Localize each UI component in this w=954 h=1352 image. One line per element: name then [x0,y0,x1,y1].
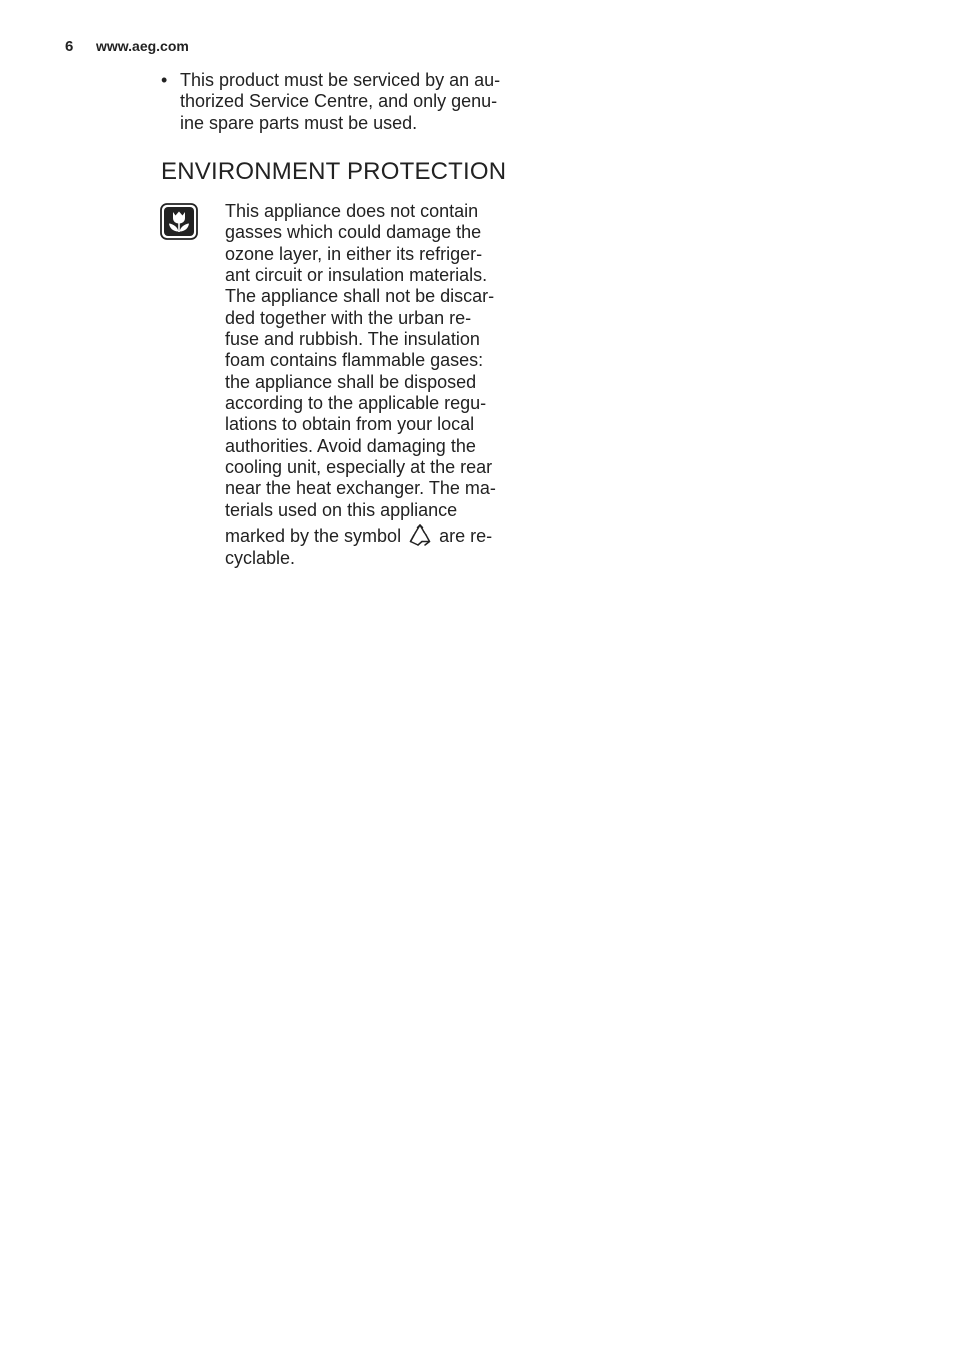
environment-line: cooling unit, especially at the rear [225,457,493,478]
symbol-line-after: are re- [439,526,493,547]
environment-line: near the heat exchanger. The ma- [225,478,496,499]
environment-line: ant circuit or insulation materials. [225,265,488,286]
service-bullet-text [180,70,500,134]
environment-line: The appliance shall not be discar- [225,286,495,307]
environment-line: gasses which could damage the [225,222,482,243]
environment-line: fuse and rubbish. The insulation [225,329,480,350]
environment-line: ded together with the urban re- [225,307,472,328]
site-url: www.aeg.com [96,38,189,54]
bullet-line: thorized Service Centre, and only genu- [180,91,498,112]
page-header [65,38,189,58]
environment-line: the appliance shall be disposed [225,371,477,392]
service-bullet [161,70,521,134]
environment-line: foam contains flammable gases: [225,350,484,371]
bullet-line: ine spare parts must be used. [180,112,418,133]
environment-line: authorities. Avoid damaging the [225,435,476,456]
symbol-line-before: marked by the symbol [225,526,402,547]
environment-line: according to the applicable regu- [225,393,487,414]
environment-line: cyclable. [225,547,296,568]
environment-line: This appliance does not contain [225,201,479,221]
bullet-line: This product must be serviced by an au- [180,70,501,90]
bullet-dot: • [161,70,168,90]
recycle-icon [408,523,432,547]
section-heading: ENVIRONMENT PROTECTION [161,158,507,185]
environment-tulip-icon [160,203,198,240]
environment-line: lations to obtain from your local [225,414,475,435]
page-number: 6 [65,38,74,55]
environment-line: ozone layer, in either its refriger- [225,243,483,264]
environment-symbol-line [225,523,525,547]
environment-text [225,201,525,569]
environment-line: terials used on this appliance [225,499,458,520]
